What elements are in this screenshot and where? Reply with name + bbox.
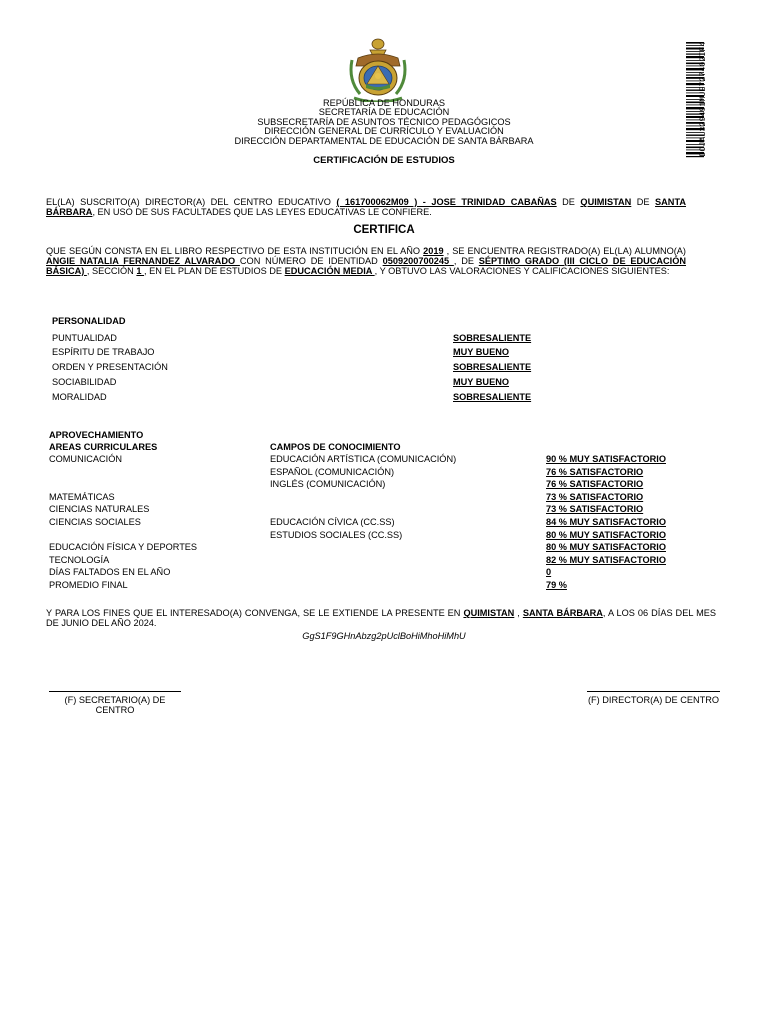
area-cell: CIENCIAS SOCIALES — [49, 517, 141, 527]
closing-text: Y PARA LOS FINES QUE EL INTERESADO(A) CONVENGA, SE LE EXTIENDE LA PRESENTE EN — [46, 608, 464, 618]
areas-column-header: AREAS CURRICULARES — [49, 442, 158, 452]
grade-cell: 76 % SATISFACTORIO — [546, 466, 644, 477]
director-signature-label: (F) DIRECTOR(A) DE CENTRO — [587, 695, 719, 705]
area-cell: EDUCACIÓN FÍSICA Y DEPORTES — [49, 542, 198, 553]
body-text: , EN EL PLAN DE ESTUDIOS DE — [144, 266, 285, 276]
campo-cell: ESTUDIOS SOCIALES (CC.SS) — [270, 529, 403, 540]
study-plan: EDUCACIÓN MEDIA — [284, 266, 375, 276]
closing-paragraph — [46, 608, 716, 628]
personality-label: ESPÍRITU DE TRABAJO — [52, 347, 155, 357]
intro-paragraph — [46, 197, 686, 217]
personality-label: MORALIDAD — [52, 392, 107, 402]
director-signature-line — [587, 691, 720, 692]
student-name: ANGIE NATALIA FERNANDEZ ALVARADO — [46, 256, 240, 266]
body-text: , SE ENCUENTRA REGISTRADO(A) EL(LA) ALUMNO(A) — [443, 246, 686, 256]
id-number: 0509200700245 — [382, 256, 454, 266]
campo-cell: EDUCACIÓN CÍVICA (CC.SS) — [270, 517, 395, 527]
body-paragraph — [46, 246, 686, 276]
coat-of-arms-seal — [346, 36, 410, 102]
grade-cell: 82 % MUY SATISFACTORIO — [546, 554, 666, 565]
personality-label: SOCIABILIDAD — [52, 377, 117, 387]
grade-cell: 80 % MUY SATISFACTORIO — [546, 542, 666, 553]
personality-label: PUNTUALIDAD — [52, 333, 117, 343]
body-text: , SECCIÓN — [86, 266, 137, 276]
body-text: , DE — [453, 256, 479, 266]
grade: SÉPTIMO GRADO (III CICLO DE EDUCACIÓN BÁSICA) — [46, 256, 687, 276]
grade-cell: 84 % MUY SATISFACTORIO — [546, 517, 666, 527]
header-line: DIRECCIÓN DEPARTAMENTAL DE EDUCACIÓN DE SANTA BÁRBARA — [234, 135, 534, 146]
grade-cell: 90 % MUY SATISFACTORIO — [546, 454, 666, 464]
intro-text: , EN USO DE SUS FACULTADES QUE LAS LEYES EDUCATIVAS LE CONFIERE. — [92, 207, 432, 217]
body-text: QUE SEGÚN CONSTA EN EL LIBRO RESPECTIVO DE ESTA INSTITUCIÓN EN EL AÑO — [46, 246, 424, 256]
area-cell: CIENCIAS NATURALES — [49, 504, 150, 515]
barcode-text: DOJAL329491MUE727402IF4 — [699, 41, 708, 157]
header-line: SUBSECRETARÍA DE ASUNTOS TÉCNICO PEDAGÓGICOS — [257, 116, 511, 127]
grade-cell: 73 % SATISFACTORIO — [546, 504, 644, 515]
closing-department: SANTA BÁRBARA — [522, 608, 603, 618]
header-line: REPÚBLICA DE HONDURAS — [322, 98, 446, 108]
header-line: SECRETARÍA DE EDUCACIÓN — [318, 107, 450, 118]
campo-cell: INGLÉS (COMUNICACIÓN) — [270, 479, 386, 490]
closing-text: , — [514, 608, 523, 618]
department: SANTA BÁRBARA — [46, 197, 687, 217]
verification-code: GgS1F9GHnAbzg2pUclBoHiMhoHiMhU — [302, 631, 466, 641]
area-cell: DÍAS FALTADOS EN EL AÑO — [49, 567, 171, 578]
campo-cell: ESPAÑOL (COMUNICACIÓN) — [270, 466, 395, 477]
area-cell: COMUNICACIÓN — [49, 454, 122, 464]
intro-text: DE — [556, 197, 581, 207]
document-title: CERTIFICACIÓN DE ESTUDIOS — [313, 155, 455, 166]
campo-cell: EDUCACIÓN ARTÍSTICA (COMUNICACIÓN) — [270, 454, 457, 464]
area-cell: TECNOLOGÍA — [49, 554, 110, 565]
closing-municipality: QUIMISTAN — [463, 608, 515, 618]
aprovechamiento-heading: APROVECHAMIENTO — [49, 430, 144, 440]
secretary-signature-line — [49, 691, 181, 692]
body-text: , Y OBTUVO LAS VALORACIONES Y CALIFICACIONES SIGUIENTES: — [374, 266, 670, 276]
personalidad-heading: PERSONALIDAD — [52, 316, 126, 326]
secretary-signature-label: (F) SECRETARIO(A) DE CENTRO — [64, 695, 166, 715]
certifica-heading: CERTIFICA — [353, 224, 415, 236]
personality-value: SOBRESALIENTE — [453, 362, 532, 372]
closing-text: , A LOS 06 DÍAS DEL MES DE JUNIO DEL AÑO 2024. — [46, 608, 716, 628]
header-line: DIRECCIÓN GENERAL DE CURRÍCULO Y EVALUACIÓN — [264, 126, 504, 137]
area-cell: MATEMÁTICAS — [49, 491, 115, 502]
school-name: ( 161700062M09 ) - JOSE TRINIDAD CABAÑAS — [336, 197, 557, 207]
grade-cell: 80 % MUY SATISFACTORIO — [546, 529, 666, 540]
personality-value: SOBRESALIENTE — [453, 392, 532, 402]
grade-cell: 76 % SATISFACTORIO — [546, 479, 644, 490]
intro-text: EL(LA) SUSCRITO(A) DIRECTOR(A) DEL CENTRO EDUCATIVO — [46, 197, 337, 207]
body-text: CON NÚMERO DE IDENTIDAD — [239, 256, 383, 266]
intro-text: DE — [631, 197, 656, 207]
institution-header — [0, 99, 768, 146]
grade-cell: 0 — [546, 567, 552, 578]
personality-label: ORDEN Y PRESENTACIÓN — [52, 362, 168, 372]
personality-value: MUY BUENO — [453, 347, 509, 357]
campos-column-header: CAMPOS DE CONOCIMIENTO — [270, 442, 401, 452]
municipality: QUIMISTAN — [580, 197, 632, 207]
year: 2019 — [423, 246, 444, 256]
personality-value: SOBRESALIENTE — [453, 333, 532, 343]
grade-cell: 73 % SATISFACTORIO — [546, 491, 644, 502]
area-cell: PROMEDIO FINAL — [49, 580, 128, 590]
section: 1 — [136, 266, 145, 276]
personality-value: MUY BUENO — [453, 377, 509, 387]
grade-cell: 79 % — [546, 580, 567, 590]
